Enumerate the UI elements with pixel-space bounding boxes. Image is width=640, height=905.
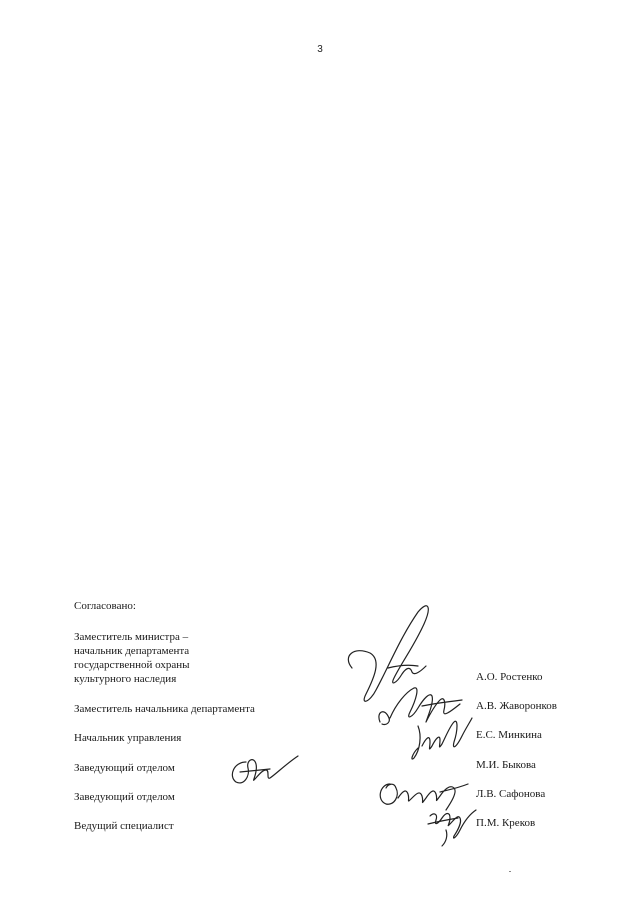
position-title bbox=[74, 630, 190, 686]
position-line: Начальник управления bbox=[74, 732, 182, 744]
page-number: 3 bbox=[317, 44, 323, 55]
signature-icon bbox=[424, 800, 480, 850]
signatory-name: М.И. Быкова bbox=[476, 759, 536, 771]
position-line: Заведующий отделом bbox=[74, 791, 175, 803]
signatory-name: Е.С. Минкина bbox=[476, 729, 542, 741]
signatory-name: А.О. Ростенко bbox=[476, 671, 543, 683]
signatory-name: Л.В. Сафонова bbox=[476, 788, 546, 800]
scan-artifact bbox=[509, 871, 511, 872]
position-line: начальник департамента bbox=[74, 645, 190, 657]
position-line: культурного наследия bbox=[74, 673, 177, 685]
position-line: Ведущий специалист bbox=[74, 820, 174, 832]
position-title bbox=[74, 790, 175, 804]
position-line: государственной охраны bbox=[74, 659, 190, 671]
signatory-name: А.В. Жаворонков bbox=[476, 700, 557, 712]
position-title bbox=[74, 761, 175, 775]
signatory-name: П.М. Креков bbox=[476, 817, 536, 829]
position-line: Заместитель начальника департамента bbox=[74, 703, 255, 715]
position-line: Заведующий отделом bbox=[74, 762, 175, 774]
approval-heading: Согласовано: bbox=[74, 600, 136, 612]
position-line: Заместитель министра – bbox=[74, 631, 189, 643]
signature-icon bbox=[408, 712, 476, 766]
position-title bbox=[74, 819, 174, 833]
position-title bbox=[74, 702, 255, 716]
position-title bbox=[74, 731, 181, 745]
signature-icon bbox=[226, 752, 302, 788]
